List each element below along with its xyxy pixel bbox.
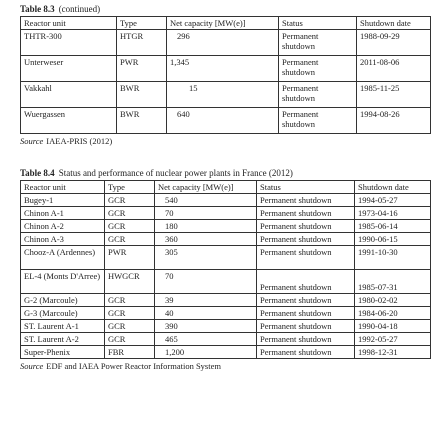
document-page xyxy=(20,4,430,372)
type-cell: GCR xyxy=(105,333,155,346)
capacity-cell: 540 xyxy=(155,194,257,207)
reactor-unit-cell: Super-Phenix xyxy=(21,346,105,359)
shutdown-date-cell: 1984-06-20 xyxy=(355,307,431,320)
table-8-3 xyxy=(20,16,431,134)
column-header: Net capacity [MW(e)] xyxy=(155,181,257,194)
status-cell: Permanent shutdown xyxy=(279,30,357,56)
shutdown-date-cell: 1980-02-02 xyxy=(355,294,431,307)
status-cell: Permanent shutdown xyxy=(257,333,355,346)
type-cell: FBR xyxy=(105,346,155,359)
table-row xyxy=(21,30,431,56)
column-header: Net capacity [MW(e)] xyxy=(167,17,279,30)
capacity-cell: 296 xyxy=(167,30,279,56)
table-8-3-source xyxy=(20,136,430,147)
reactor-unit-cell: Chinon A-3 xyxy=(21,233,105,246)
table-row xyxy=(21,194,431,207)
reactor-unit-cell: G-2 (Marcoule) xyxy=(21,294,105,307)
table-row xyxy=(21,270,431,294)
reactor-unit-cell: G-3 (Marcoule) xyxy=(21,307,105,320)
table-row xyxy=(21,294,431,307)
status-cell: Permanent shutdown xyxy=(257,233,355,246)
type-cell: GCR xyxy=(105,220,155,233)
type-cell: BWR xyxy=(117,82,167,108)
status-cell: Permanent shutdown xyxy=(257,194,355,207)
source-text: IAEA-PRIS (2012) xyxy=(46,136,113,146)
capacity-cell: 40 xyxy=(155,307,257,320)
type-cell: GCR xyxy=(105,233,155,246)
table-8-3-caption xyxy=(20,4,430,16)
status-cell: Permanent shutdown xyxy=(257,320,355,333)
type-cell: PWR xyxy=(117,56,167,82)
reactor-unit-cell: THTR-300 xyxy=(21,30,117,56)
status-cell: Permanent shutdown xyxy=(257,346,355,359)
shutdown-date-cell: 1973-04-16 xyxy=(355,207,431,220)
table-row xyxy=(21,333,431,346)
capacity-cell: 640 xyxy=(167,108,279,134)
reactor-unit-cell: Wuergassen xyxy=(21,108,117,134)
status-cell: Permanent shutdown xyxy=(279,108,357,134)
shutdown-date-cell: 1994-08-26 xyxy=(357,108,431,134)
shutdown-date-cell: 1990-04-18 xyxy=(355,320,431,333)
status-cell: Permanent shutdown xyxy=(257,246,355,270)
capacity-cell: 1,200 xyxy=(155,346,257,359)
type-cell: GCR xyxy=(105,307,155,320)
table-row xyxy=(21,108,431,134)
reactor-unit-cell: EL-4 (Monts D'Arree) xyxy=(21,270,105,294)
shutdown-date-cell: 2011-08-06 xyxy=(357,56,431,82)
shutdown-date-cell: 1998-12-31 xyxy=(355,346,431,359)
capacity-cell: 15 xyxy=(167,82,279,108)
table-row xyxy=(21,346,431,359)
status-cell: Permanent shutdown xyxy=(279,56,357,82)
reactor-unit-cell: Chinon A-2 xyxy=(21,220,105,233)
source-text: EDF and IAEA Power Reactor Information System xyxy=(46,361,221,371)
reactor-unit-cell: ST. Laurent A-1 xyxy=(21,320,105,333)
table-row xyxy=(21,307,431,320)
shutdown-date-cell: 1985-11-25 xyxy=(357,82,431,108)
table-8-4-number: Table 8.4 xyxy=(20,168,55,178)
table-row xyxy=(21,233,431,246)
capacity-cell: 305 xyxy=(155,246,257,270)
table-row xyxy=(21,320,431,333)
capacity-cell: 465 xyxy=(155,333,257,346)
column-header: Reactor unit xyxy=(21,17,117,30)
column-header: Shutdown date xyxy=(355,181,431,194)
type-cell: BWR xyxy=(117,108,167,134)
table-row xyxy=(21,82,431,108)
table-8-4 xyxy=(20,180,431,359)
table-8-4-caption xyxy=(20,168,430,180)
shutdown-date-cell: 1992-05-27 xyxy=(355,333,431,346)
capacity-cell: 70 xyxy=(155,270,257,294)
shutdown-date-cell: 1990-06-15 xyxy=(355,233,431,246)
reactor-unit-cell: Unterweser xyxy=(21,56,117,82)
reactor-unit-cell: Bugey-1 xyxy=(21,194,105,207)
table-row xyxy=(21,207,431,220)
shutdown-date-cell: 1985-06-14 xyxy=(355,220,431,233)
reactor-unit-cell: Vakkahl xyxy=(21,82,117,108)
type-cell: HTGR xyxy=(117,30,167,56)
status-cell: Permanent shutdown xyxy=(257,307,355,320)
reactor-unit-cell: ST. Laurent A-2 xyxy=(21,333,105,346)
column-header: Shutdown date xyxy=(357,17,431,30)
column-header: Status xyxy=(257,181,355,194)
column-header: Type xyxy=(117,17,167,30)
type-cell: GCR xyxy=(105,194,155,207)
table-header-row xyxy=(21,17,431,30)
capacity-cell: 180 xyxy=(155,220,257,233)
type-cell: PWR xyxy=(105,246,155,270)
source-label: Source xyxy=(20,136,44,146)
table-header-row xyxy=(21,181,431,194)
type-cell: GCR xyxy=(105,294,155,307)
source-label: Source xyxy=(20,361,44,371)
capacity-cell: 70 xyxy=(155,207,257,220)
table-row xyxy=(21,56,431,82)
status-cell: Permanent shutdown xyxy=(279,82,357,108)
shutdown-date-cell: 1988-09-29 xyxy=(357,30,431,56)
capacity-cell: 39 xyxy=(155,294,257,307)
table-8-4-source xyxy=(20,361,430,372)
table-row xyxy=(21,220,431,233)
type-cell: GCR xyxy=(105,320,155,333)
table-8-3-number: Table 8.3 xyxy=(20,4,55,14)
column-header: Reactor unit xyxy=(21,181,105,194)
reactor-unit-cell: Chinon A-1 xyxy=(21,207,105,220)
capacity-cell: 1,345 xyxy=(167,56,279,82)
column-header: Status xyxy=(279,17,357,30)
reactor-unit-cell: Chooz-A (Ardennes) xyxy=(21,246,105,270)
type-cell: HWGCR xyxy=(105,270,155,294)
capacity-cell: 390 xyxy=(155,320,257,333)
table-row xyxy=(21,246,431,270)
table-8-3-title: (continued) xyxy=(58,4,101,14)
shutdown-date-cell: 1994-05-27 xyxy=(355,194,431,207)
column-header: Type xyxy=(105,181,155,194)
shutdown-date-cell: 1991-10-30 xyxy=(355,246,431,270)
status-cell: Permanent shutdown xyxy=(257,220,355,233)
shutdown-date-cell: 1985-07-31 xyxy=(355,270,431,294)
capacity-cell: 360 xyxy=(155,233,257,246)
status-cell: Permanent shutdown xyxy=(257,270,355,294)
status-cell: Permanent shutdown xyxy=(257,294,355,307)
status-cell: Permanent shutdown xyxy=(257,207,355,220)
type-cell: GCR xyxy=(105,207,155,220)
table-8-4-title: Status and performance of nuclear power plants in France (2012) xyxy=(58,168,293,178)
